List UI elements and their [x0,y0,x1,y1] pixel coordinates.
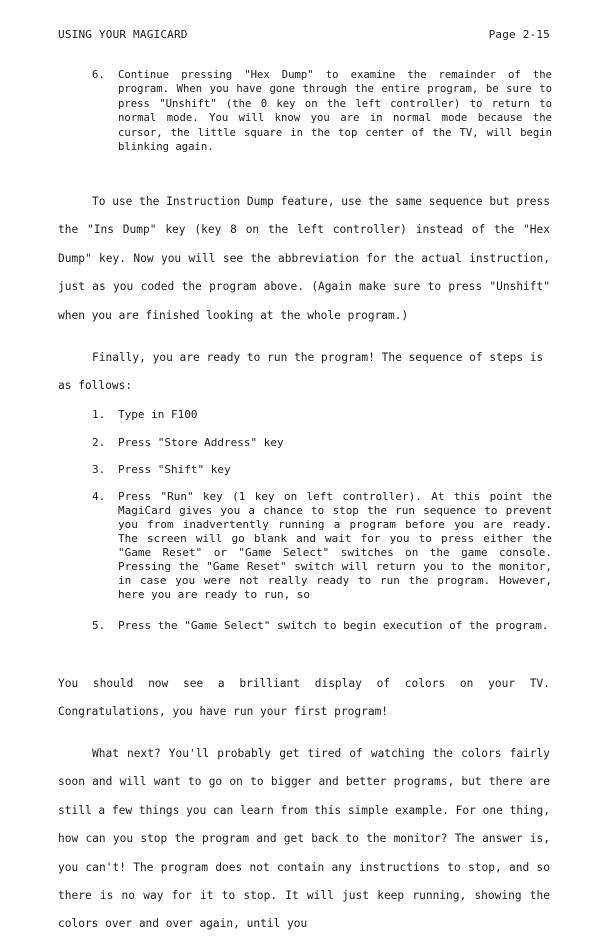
list-item-number: 5. [92,619,106,632]
list-item-text: Press "Shift" key [118,463,231,476]
list-item [92,619,552,633]
list-item-number: 1. [92,408,106,421]
list-item [92,68,552,154]
paragraph-text: Finally, you are ready to run the program! The sequence of steps is as follows: [58,351,544,393]
paragraph-colors [58,670,550,727]
paragraph-instruction-dump [58,188,550,330]
list-item-text: Press the "Game Select" switch to begin execution of the program. [118,619,549,632]
list-item-text: Press "Store Address" key [118,436,284,449]
list-item [92,463,552,477]
list-item-number: 4. [92,490,106,503]
running-header-title: USING YOUR MAGICARD [58,28,188,41]
page-number: Page 2-15 [488,28,550,41]
list-item-number: 3. [92,463,106,476]
paragraph-finally [58,344,550,401]
list-item-number: 2. [92,436,106,449]
paragraph-text: You should now see a brilliant display of colors on your TV. Congratulations, you have run your first program! [58,677,550,719]
paragraph-what-next [58,740,550,939]
list-item-text: Press "Run" key (1 key on left controller). At this point the MagiCard gives you a chance to stop the run sequence to prevent you from inadvertently running a program before you are ready. The screen will go blank and wait for you to press either the "Game Reset" or "Game Select" switches on the game console. Pressing the "Game Reset" switch will return you to the monitor, in case you were not really ready to run the program. However, here you are ready to run, so [118,490,552,601]
list-item [92,408,552,422]
paragraph-text: What next? You'll probably get tired of watching the colors fairly soon and will want to go on to bigger and better programs, but there are still a few things you can learn from this simple example. For one thing, how can you stop the program and get back to the monitor? The answer is, you can't! The program does not contain any instructions to stop, and so there is no way for it to stop. It will just keep running, showing the colors over and over again, until you [58,747,550,931]
list-item-number: 6. [92,69,105,81]
list-item [92,490,552,602]
list-item-text: Type in F100 [118,408,198,421]
list-item [92,436,552,450]
paragraph-text: To use the Instruction Dump feature, use the same sequence but press the "Ins Dump" key (key 8 on the left controller) instead of the "Hex Dump" key. Now you will see the abbreviation for the actual instruction, just as you coded the program above. (Again make sure to press "Unshift" when you are finished looking at the whole program.) [58,195,551,322]
list-item-text: Continue pressing "Hex Dump" to examine the remainder of the program. When you have gone through the entire program, be sure to press "Unshift" (the 0 key on the left controller) to return to normal mode. You will know you are in normal mode because the cursor, the little square in the top center of the TV, will begin blinking again. [118,69,552,154]
